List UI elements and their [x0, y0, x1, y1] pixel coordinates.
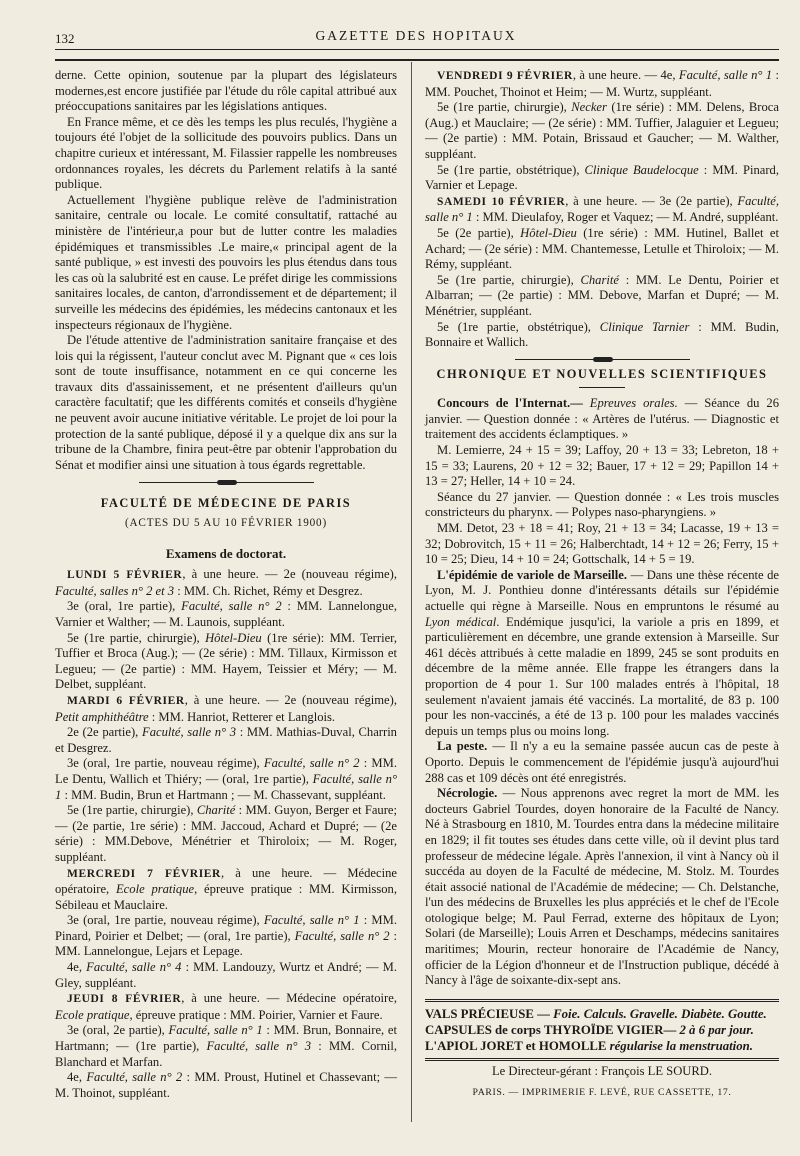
section-ornament: [515, 359, 690, 360]
exam-heading: Examens de doctorat.: [165, 545, 287, 561]
exam-entry: 3e (oral, 1re partie), Faculté, salle n° 2 : MM. Lannelongue, Varnier et Walther; — M. Launois, suppléant.: [55, 599, 397, 629]
left-column: [55, 68, 397, 1101]
news-paragraph: M. Lemierre, 24 + 15 = 39; Laffoy, 20 + 13 = 33; Lebreton, 18 + 15 = 33; Laurens, 20 + 12 = 32; Bauer, 17 + 12 = 29; Papillon 14 + 13 = 27; Heller, 14 + 10 = 24.: [425, 443, 779, 489]
header-rule-thick: [55, 59, 779, 61]
article-paragraph: En France même, et ce dès les temps les plus reculés, l'hygiène a toujours été l'objet de la sollicitude des pouvoirs publics. Dans un chapitre curieux et intéressant, M. Filassier rappelle les nombreuses ordonnances royales, les décrets du Parlement relatifs à la santé publique.: [55, 114, 397, 192]
exam-day-lundi: LUNDI 5 FÉVRIER, à une heure. — 2e (nouveau régime), Faculté, salles n° 2 et 3 : MM. Ch. Richet, Rémy et Desgrez.: [55, 567, 397, 598]
right-column: [425, 68, 779, 1101]
exam-day-mardi: MARDI 6 FÉVRIER, à une heure. — 2e (nouveau régime), Petit amphithéâtre : MM. Hanriot, Retterer et Langlois.: [55, 692, 397, 724]
news-concours: Concours de l'Internat.— Epreuves orales. — Séance du 26 janvier. — Question donnée : « Artères de l'utérus. — Diagnostic et traitement des accidents éclamptiques. »: [425, 396, 779, 442]
column-divider: [411, 62, 412, 1122]
page-header: [55, 26, 777, 46]
advert-vals: VALS PRÉCIEUSE — Foie. Calculs. Gravelle. Diabète. Goutte.: [425, 1006, 767, 1021]
exam-day-samedi: SAMEDI 10 FÉVRIER, à une heure. — 3e (2e partie), Faculté, salle n° 1 : MM. Dieulafoy, Roger et Vaquez; — M. André, suppléant.: [425, 193, 780, 225]
director-signature: Le Directeur-gérant : François LE SOURD.: [491, 1063, 713, 1078]
exam-entry: 3e (oral, 2e partie), Faculté, salle n° 1 : MM. Brun, Bonnaire, et Hartmann; — (1re partie), Faculté, salle n° 3 : MM. Cornil, Blanchard et Marfan.: [55, 1023, 398, 1069]
signature-rule: [425, 1058, 779, 1061]
news-necrologie: Nécrologie. — Nous apprenons avec regret la mort de MM. les docteurs Gabriel Tourdes, doyen honoraire de la Faculté de Nancy. Né à Strasbourg en 1810, M. Tourdes entra dans la médecine militaire en 1829; il fit toutes ses études dans cette ville, où il devint plus tard professeur de médecine légale. Après l'annexion, il vint à Nancy où il succéda au doyen de la Faculté de médecine, M. Stolz. M. Tourdes était associé national de l'Académie de médecine; — Ch. Delstanche, l'un des médecins de Bruxelles les plus appréciés et le chef de l'Ecole otologique belge; M. Paul Ferrad, externe des hôpitaux de Lyon; Solari (de Marseille); Louis Arren et Deschamps, médecins sanitaires maritimes; Mourin, recteur honoraire de l'Académie de Nancy, officier de la Légion d'honneur et de l'Instruction publique, décédé à Nancy à l'âge de soixante-dix-sept ans.: [425, 786, 779, 988]
exam-entry: 3e (oral, 1re partie, nouveau régime), Faculté, salle n° 2 : MM. Le Dentu, Wallich et Thiéry; — (oral, 1re partie), Faculté, salle n° 1 : MM. Budin, Brun et Hartmann ; — M. Chassevant, suppléant.: [55, 756, 398, 802]
article-paragraph: De l'étude attentive de l'administration sanitaire française et des lois qui la régissent, l'auteur conclut avec M. Pignant que « ces lois sont de toute insuffisance, notamment en ce qui concerne les travaux dits d'assainissement, et ne présentent d'ailleurs qu'un caractère facultatif; que les différents comités et conseils d'hygiène ne peuvent avoir aucune initiative véritable. Le projet de loi pour la protection de la santé publique, déposé il y a quelque dix ans sur la tribune de la Chambre, finira peut-être par obtenir l'approbation du Sénat et modifier ainsi une situation à tous égards regrettable.: [55, 333, 397, 472]
header-rule-thin: [55, 49, 779, 50]
exam-entry: 5e (1re partie, obstétrique), Clinique Tarnier : MM. Budin, Bonnaire et Wallich.: [425, 319, 780, 350]
chronicle-title: CHRONIQUE ET NOUVELLES SCIENTIFIQUES: [436, 366, 768, 381]
exam-day-mercredi: MERCREDI 7 FÉVRIER, à une heure. — Médecine opératoire, Ecole pratique, épreuve pratique : MM. Kirmisson, Sébileau et Mauclaire.: [55, 865, 397, 912]
news-variole: L'épidémie de variole de Marseille. — Dans une thèse récente de Lyon, M. J. Ponthieu donne d'intéressants détails sur l'épidémie actuelle qui règne à Marseille. Nous en empruntons le résumé au Lyon médical. Endémique jusqu'ici, la variole a pris en 1899, et particulièrement en décembre, une grande extension à Marseille. Sur 461 décès attribués à cette maladie en 1899, 245 se sont produits en décembre de la même année. Elle frappe les étrangers dans la proportion de 4 pour 1. Sur 100 malades entrés à l'hôpital, 18 seulement n'avaient jamais été vaccinés. La mortalité, de 83 p. 100 pour les non-vaccinés, a été de 13 p. 100 pour les malades vaccinés depuis un temps plus ou moins long.: [425, 567, 779, 738]
exam-entry: 5e (1re partie, chirurgie), Necker (1re série) : MM. Delens, Broca (Aug.) et Mauclaire; — (2e série) : MM. Tuffier, Jalaguier et Legueu; — (2e partie) : MM. Potain, Brissaud et Gaucher; — M. Walther, suppléant.: [425, 100, 779, 161]
page-title: GAZETTE DES HOPITAUX: [315, 28, 517, 43]
exam-entry: 2e (2e partie), Faculté, salle n° 3 : MM. Mathias-Duval, Charrin et Desgrez.: [55, 725, 397, 755]
page-number: 132: [55, 31, 75, 46]
exam-entry: 5e (1re partie, chirurgie), Charité : MM. Le Dentu, Poirier et Albarran; — (2e partie) : MM. Debove, Marfan et Dupré; — M. Ménétrier, suppléant.: [425, 272, 779, 318]
news-paragraph: MM. Detot, 23 + 18 = 41; Roy, 21 + 13 = 34; Lacasse, 19 + 13 = 32; Dobrovitch, 15 + 11 = 26; Halberchtadt, 14 + 12 = 26; Ferry, 15 + 10 = 25; Dieu, 14 + 10 = 24; Gottschalk, 14 + 5 = 19.: [425, 521, 779, 567]
exam-entry: 5e (1re partie, obstétrique), Clinique Baudelocque : MM. Pinard, Varnier et Lepage.: [425, 162, 779, 193]
short-rule: [579, 387, 625, 388]
article-paragraph: Actuellement l'hygiène publique relève de l'administration sanitaire, centrale ou locale. Le comité consultatif, rattaché au ministère de l'intérieur,a pour but de lutter contre les maladies épidémiques et transmissibles .Le maire,« principal agent de la santé publique, » est investi des pouvoirs les plus étendus dans tous les cas où la salubrité est en cause. Le préfet dirige les commissions sanitaires locales, de canton, d'arrondissement et de département; il surveille les médecins des épidémies, les médecins cantonaux et les inspecteurs régionaux de l'hygiène.: [55, 192, 397, 332]
exam-entry: 5e (2e partie), Hôtel-Dieu (1re série) : MM. Hutinel, Ballet et Achard; — (2e série) : MM. Chantemesse, Letulle et Thiroloix; — M. Rémy, suppléant.: [425, 225, 779, 272]
news-peste: La peste. — Il n'y a eu la semaine passée aucun cas de peste à Oporto. Depuis le commencement de l'épidémie jusqu'à aujourd'hui 288 cas et 109 décès ont été enregistrés.: [425, 739, 779, 785]
exam-entry: 5e (1re partie, chirurgie), Hôtel-Dieu (1re série): MM. Terrier, Tuffier et Broca (Aug.); — (2e série) : MM. Tillaux, Kirmisson et Legueu; — (2e partie) : MM. Hayem, Teissier et Méry; — M. Delbet, suppléant.: [55, 630, 397, 692]
section-subtitle: (ACTES DU 5 AU 10 FÉVRIER 1900): [125, 517, 327, 530]
exam-day-vendredi: VENDREDI 9 FÉVRIER, à une heure. — 4e, Faculté, salle n° 1 : MM. Pouchet, Thoinot et Heim; — M. Wurtz, suppléant.: [425, 68, 779, 99]
advert-rule: [425, 999, 779, 1002]
exam-entry: 4e, Faculté, salle n° 4 : MM. Landouzy, Wurtz et André; — M. Gley, suppléant.: [55, 960, 397, 990]
section-ornament: [139, 482, 314, 483]
exam-entry: 4e, Faculté, salle n° 2 : MM. Proust, Hutinel et Chassevant; — M. Thoinot, suppléant.: [55, 1070, 397, 1100]
exam-entry: 3e (oral, 1re partie, nouveau régime), Faculté, salle n° 1 : MM. Pinard, Poirier et Delbet; — (oral, 1re partie), Faculté, salle n° 2 : MM. Lannelongue, Lejars et Lepage.: [55, 913, 397, 959]
article-paragraph: derne. Cette opinion, soutenue par la plupart des législateurs modernes,est encore justifiée par l'étude du rôle capital attribué aux préoccupations sanitaires par les législations antiques.: [55, 68, 397, 114]
advert-apiol: L'APIOL JORET et HOMOLLE régularise la menstruation.: [425, 1038, 753, 1053]
exam-day-jeudi: JEUDI 8 FÉVRIER, à une heure. — Médecine opératoire, Ecole pratique, épreuve pratique : MM. Poirier, Varnier et Faure.: [55, 991, 397, 1022]
imprint-line: PARIS. — IMPRIMERIE F. LEVÉ, RUE CASSETTE, 17.: [472, 1087, 732, 1099]
exam-entry: 5e (1re partie, chirurgie), Charité : MM. Guyon, Berger et Faure; — (2e partie, 1re série) : MM. Jaccoud, Achard et Dupré; — (2e série) : MM.Debove, Ménétrier et Thiroloix; — M. Roger, suppléant.: [55, 803, 397, 864]
section-title: FACULTÉ DE MÉDECINE DE PARIS: [100, 496, 352, 511]
advert-capsules: CAPSULES de corps THYROÏDE VIGIER— 2 à 6 par jour.: [425, 1022, 754, 1037]
news-paragraph: Séance du 27 janvier. — Question donnée : « Les trois muscles constricteurs du pharynx. — Polypes naso-pharyngiens. »: [425, 489, 779, 520]
